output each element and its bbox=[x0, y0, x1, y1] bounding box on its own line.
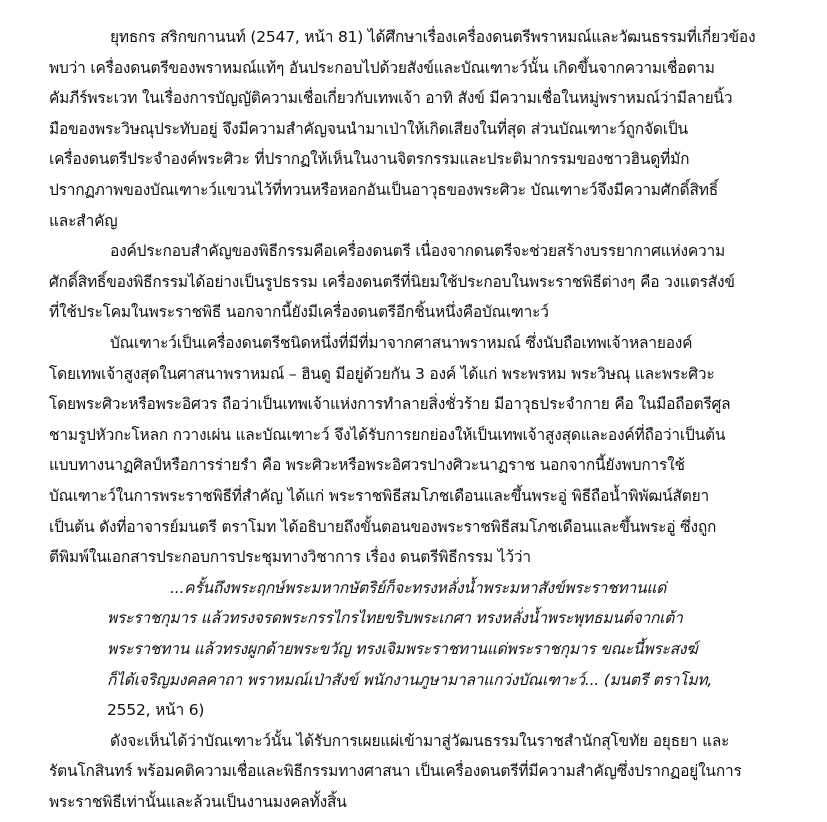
text-line: ที่ใช้ประโคมในพระราชพิธี นอกจากนี้ยังมีเครื่องดนตรีอีกชิ้นหนึ่งคือบัณเฑาะว์ bbox=[49, 303, 549, 322]
citation-line: 2552, หน้า 6) bbox=[107, 701, 205, 720]
text-line: บัณเฑาะว์ในการพระราชพิธีที่สำคัญ ได้แก่ พระราชพิธีสมโภชเดือนและขึ้นพระอู่ พิธีถือน้ำพิพัฒน์สัตยา bbox=[49, 487, 710, 505]
text-line: พบว่า เครื่องดนตรีของพราหมณ์แท้ๆ อันประกอบไปด้วยสังข์และบัณเฑาะว์นั้น เกิดขึ้นจากความเชื่อตาม bbox=[49, 58, 715, 77]
text-line: แบบทางนาฏศิลป์หรือการร่ายรำ คือ พระศิวะหรือพระอิศวรปางศิวะนาฏราช นอกจากนี้ยังพบการใช้ bbox=[49, 456, 685, 475]
text-line: ยุทธกร สริกขกานนท์ (2547, หน้า 81) ได้ศึกษาเรื่องเครื่องดนตรีพราหมณ์และวัฒนธรรมที่เกี่ยวข้อง bbox=[110, 28, 756, 46]
text-line: ปรากฏภาพของบัณเฑาะว์แขวนไว้ที่ทวนหรือหอกอันเป็นอาวุธของพระศิวะ บัณเฑาะว์จึงมีความศักดิ์สิทธิ์ bbox=[49, 181, 719, 199]
text-line: ดังจะเห็นได้ว่าบัณเฑาะว์นั้น ได้รับการเผยแผ่เข้ามาสู่วัฒนธรรมในราชสำนักสุโขทัย อยุธยา และ bbox=[110, 731, 730, 750]
text-line: เป็นต้น ดังที่อาจารย์มนตรี ตราโมท ได้อธิบายถึงขั้นตอนของพระราชพิธีสมโภชเดือนและขึ้นพระอู่ ซึ่งถูก bbox=[49, 517, 717, 536]
quote-line: พระราชกุมาร แล้วทรงจรดพระกรรไกรไทยขริบพระเกศา ทรงหลั่งน้ำพระพุทธมนต์จากเต้า bbox=[107, 609, 683, 628]
text-line: บัณเฑาะว์เป็นเครื่องดนตรีชนิดหนึ่งที่มีที่มาจากศาสนาพราหมณ์ ซึ่งนับถือเทพเจ้าหลายองค์ bbox=[110, 334, 693, 352]
text-line: ตีพิมพ์ในเอกสารประกอบการประชุมทางวิชาการ เรื่อง ดนตรีพิธีกรรม ไว้ว่า bbox=[49, 548, 531, 567]
text-line: โดยเทพเจ้าสูงสุดในศาสนาพราหมณ์ – ฮินดู มีอยู่ด้วยกัน 3 องค์ ได้แก่ พระพรหม พระวิษณุ และพระศิวะ bbox=[49, 364, 715, 383]
text-line: พระราชพิธีเท่านั้นและล้วนเป็นงานมงคลทั้งสิ้น bbox=[49, 793, 347, 811]
text-line: รัตนโกสินทร์ พร้อมคติความเชื่อและพิธีกรรมทางศาสนา เป็นเครื่องดนตรีที่มีความสำคัญซึ่งปรากฏอยู่ในการ bbox=[49, 762, 742, 781]
text-line: และสำคัญ bbox=[49, 211, 118, 230]
text-line: มือของพระวิษณุประทับอยู่ จึงมีความสำคัญจนนำมาเป่าให้เกิดเสียงในที่สุด ส่วนบัณเฑาะว์ถูกจัดเป็น bbox=[49, 119, 688, 138]
quote-line: ...ครั้นถึงพระฤกษ์พระมหากษัตริย์ก็จะทรงหลั่งน้ำพระมหาสังข์พระราชทานแด่ bbox=[170, 578, 667, 597]
text-line: องค์ประกอบสำคัญของพิธีกรรมคือเครื่องดนตรี เนื่องจากดนตรีจะช่วยสร้างบรรยากาศแห่งความ bbox=[110, 242, 726, 261]
text-line: ศักดิ์สิทธิ์ของพิธีกรรมได้อย่างเป็นรูปธรรม เครื่องดนตรีที่นิยมใช้ประกอบในพระราชพิธีต่างๆ คือ วงแตรสังข์ bbox=[49, 272, 735, 291]
text-line: ชามรูปหัวกะโหลก กวางเผ่น และบัณเฑาะว์ จึงได้รับการยกย่องให้เป็นเทพเจ้าสูงสุดและองค์ที่ถือว่าเป็นต้น bbox=[49, 425, 726, 444]
quote-line: ก็ได้เจริญมงคลคาถา พราหมณ์เป่าสังข์ พนักงานภูษามาลาแกว่งบัณเฑาะว์... (มนตรี ตราโมท, bbox=[107, 670, 713, 689]
text-line: โดยพระศิวะหรือพระอิศวร ถือว่าเป็นเทพเจ้าแห่งการทำลายสิ่งชั่วร้าย มีอาวุธประจำกาย คือ ในมือถือตรีศูล bbox=[49, 395, 731, 414]
text-line: เครื่องดนตรีประจำองค์พระศิวะ ที่ปรากฏให้เห็นในงานจิตรกรรมและประติมากรรมของชาวฮินดูที่มัก bbox=[49, 150, 690, 169]
quote-line: พระราชทาน แล้วทรงผูกด้ายพระขวัญ ทรงเจิมพระราชทานแด่พระราชกุมาร ขณะนี้พระสงฆ์ bbox=[107, 640, 698, 658]
text-line: คัมภีร์พระเวท ในเรื่องการบัญญัติความเชื่อเกี่ยวกับเทพเจ้า อาทิ สังข์ มีความเชื่อในหมู่พราหมณ์ว่ามีลายนิ้ว bbox=[49, 89, 733, 108]
